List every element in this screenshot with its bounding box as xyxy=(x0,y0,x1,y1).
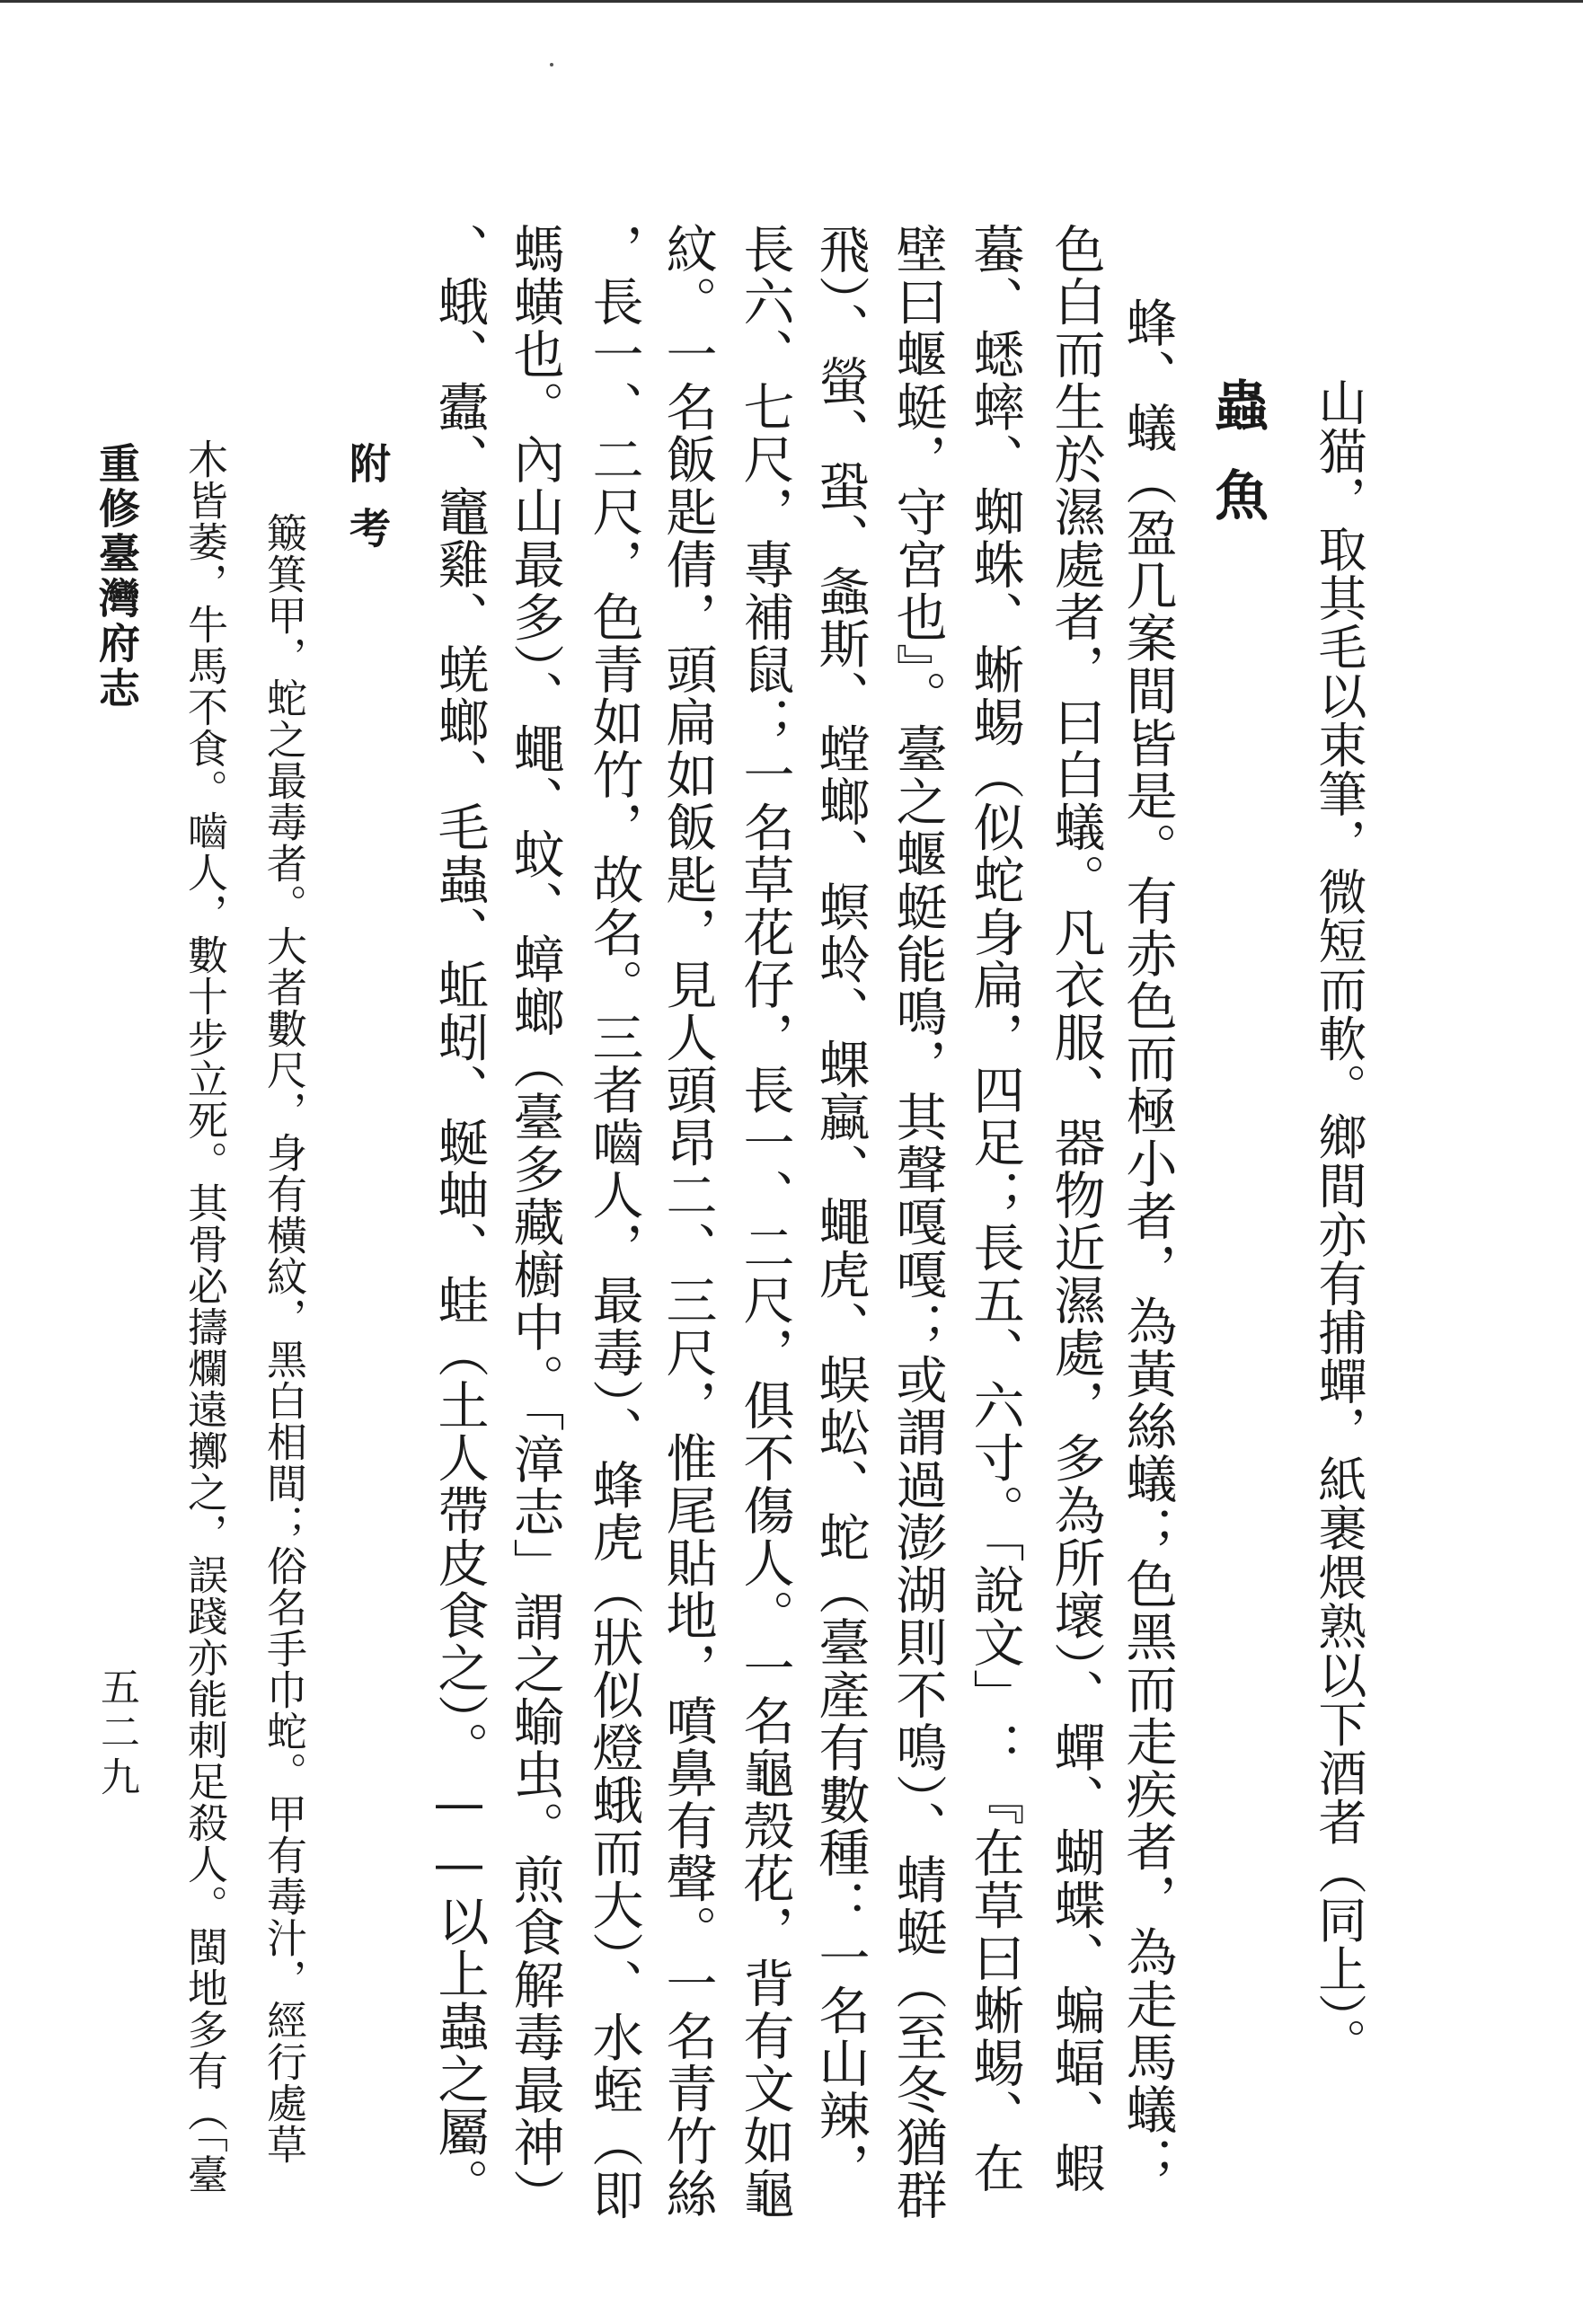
text-column-7: 飛）、螢、蛩、螽斯、螳螂、螟蛉、蜾蠃、蠅虎、蜈蚣、蛇（臺產有數種：一名山辣， xyxy=(810,223,870,2195)
appendix-heading: 附考 xyxy=(343,442,392,571)
page-number: 五二九 xyxy=(93,1666,139,1801)
ink-speck xyxy=(550,63,553,66)
text-column-6: 壁曰蝘蜓，守宮也』。臺之蝘蜓能鳴，其聲嘎嘎；或謂過澎湖則不鳴）、蜻蜓（至冬猶群 xyxy=(888,223,947,2222)
text-column-5: 蟇、蟋蟀、蜘蛛、蜥蜴（似蛇身扁，四足；長五、六寸。「說文」：『在草曰蜥蜴、在 xyxy=(965,223,1024,2195)
text-column-4: 色白而生於濕處者，曰白蟻。凡衣服、器物近濕處，多為所壞）、蟬、蝴蝶、蝙蝠、蝦 xyxy=(1046,223,1105,2195)
section-heading-insects-fish: 蟲魚 xyxy=(1206,377,1269,557)
text-column-12: 、蛾、蠹、竈雞、蜣螂、毛蟲、蚯蚓、蜒蚰、蛙（土人帶皮食之）。——以上蟲之屬。 xyxy=(429,223,489,2211)
book-title-footer: 重修臺灣府志 xyxy=(93,442,141,711)
appendix-column-1: 簸箕甲，蛇之最毒者。大者數尺，身有橫紋，黑白相間；俗名手巾蛇。甲有毒汁，經行處草 xyxy=(260,512,307,2165)
text-column-10: ，長一、二尺，色青如竹，故名。三者嚙人，最毒）、蜂虎（狀似燈蛾而大）、水蛭（即 xyxy=(584,223,643,2222)
text-column-11: 螞蟥也。內山最多）、蠅、蚊、蟑螂（臺多藏櫥中。「漳志」謂之蝓虫。煎食解毒最神） xyxy=(505,223,564,2222)
text-column-3: 蜂、蟻（盈几案間皆是。有赤色而極小者，為黃絲蟻；色黑而走疾者，為走馬蟻； xyxy=(1118,296,1177,2188)
text-column-9: 紋。一名飯匙倩，頭扁如飯匙，見人頭昂二、三尺，惟尾貼地，噴鼻有聲。一名青竹絲 xyxy=(658,223,717,2220)
appendix-column-2: 木皆萎，牛馬不食。嚙人，數十步立死。其骨必擣爛遠擲之，誤踐亦能刺足殺人。閩地多有（「臺 xyxy=(181,438,228,2196)
text-column-8: 長六、七尺，專補鼠；一名草花仔，長一、二尺，俱不傷人。一名龜殼花，背有文如龜 xyxy=(735,223,794,2220)
text-column-1: 山猫，取其毛以束筆，微短而軟。鄉間亦有捕蟬，紙裹煨熟以下酒者（同上）。 xyxy=(1311,377,1367,2067)
top-border-line xyxy=(0,0,1583,3)
